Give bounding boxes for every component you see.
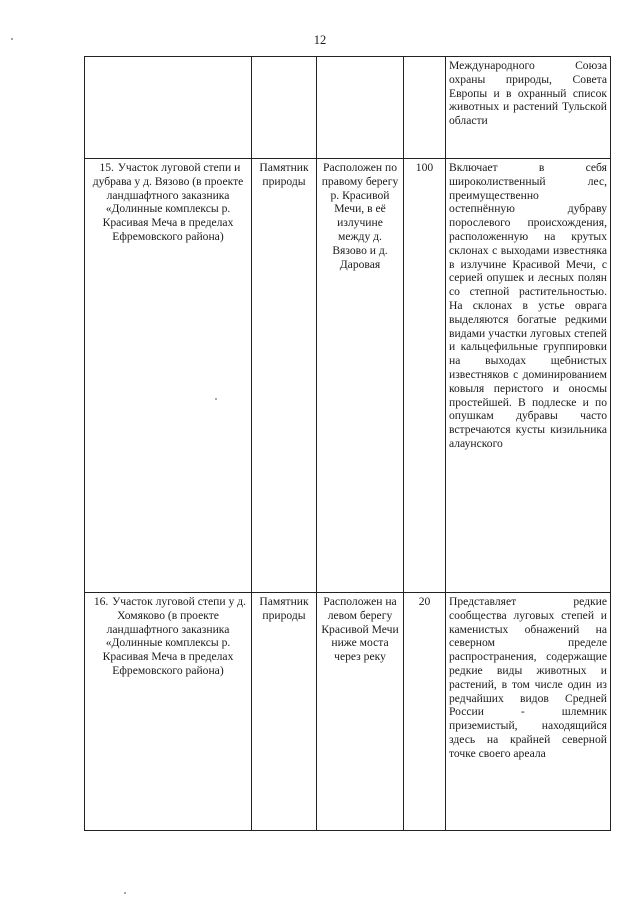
site-name: Участок луговой степи у д. Хомяково (в проекте ландшафтного заказника «Долинные комплексы р. Красивая Меча в пределах Ефремовского района) <box>102 595 246 677</box>
protected-areas-table <box>84 56 611 831</box>
description-text: Международного Союза охраны природы, Совета Европы и в охранный список животных и растений Тульской области <box>449 59 607 128</box>
scan-speck <box>11 38 13 40</box>
description-text: Представляет редкие сообщества луговых степей и каменистых обнажений на северном пределе распространения, содержащие редкие виды животных и растений, в том числе один из редчайших видов Средней России - шлемник приземистый, находящийся здесь на крайней северной точке своего ареала <box>449 595 607 760</box>
name-cell <box>85 57 252 159</box>
table-row-15 <box>85 159 611 593</box>
description-cell <box>446 57 611 159</box>
category-cell <box>252 57 317 159</box>
description-text: Включает в себя широколиственный лес, преимущественно остепнённую дубраву порослевого происхождения, расположенную на крутых склонах с выходами известняка в излучине Красивой Мечи, с серией опушек и лесных полян со степной растительностью. На склонах в устье оврага выделяются богатые редкими видами участки луговых степей и кальцефильные группировки на выходах щебнистых известняков с доминированием ковыля перистого и оносмы простейшей. В подлеске и по опушкам дубравы часто встречаются кусты кизильника алаунского <box>449 161 607 450</box>
category-text: Памятник природы <box>259 161 309 188</box>
area-value: 100 <box>415 161 434 174</box>
area-value: 20 <box>418 595 431 608</box>
category-cell <box>252 159 317 593</box>
name-cell <box>85 593 252 831</box>
category-text: Памятник природы <box>259 595 309 622</box>
description-cell <box>446 593 611 831</box>
location-text: Расположен на левом берегу Красивой Мечи ниже моста через реку <box>321 595 399 664</box>
scan-speck <box>215 398 217 400</box>
table-row-16 <box>85 593 611 831</box>
table-row-continuation <box>85 57 611 159</box>
area-cell <box>404 593 446 831</box>
site-name: Участок луговой степи и дубрава у д. Вязово (в проекте ландшафтного заказника «Долинные комплексы р. Красивая Меча в пределах Ефремовского района) <box>92 161 244 243</box>
row-number: 15. <box>99 161 114 174</box>
name-cell <box>85 159 252 593</box>
row-number: 16. <box>93 595 109 608</box>
description-cell <box>446 159 611 593</box>
location-cell <box>317 159 404 593</box>
scan-speck <box>124 892 126 894</box>
page-number: 12 <box>313 33 327 47</box>
location-cell <box>317 57 404 159</box>
location-text: Расположен по правому берегу р. Красивой Мечи, в её излучине между д. Вязово и д. Даровая <box>321 161 399 271</box>
area-cell <box>404 159 446 593</box>
location-cell <box>317 593 404 831</box>
category-cell <box>252 593 317 831</box>
area-cell <box>404 57 446 159</box>
